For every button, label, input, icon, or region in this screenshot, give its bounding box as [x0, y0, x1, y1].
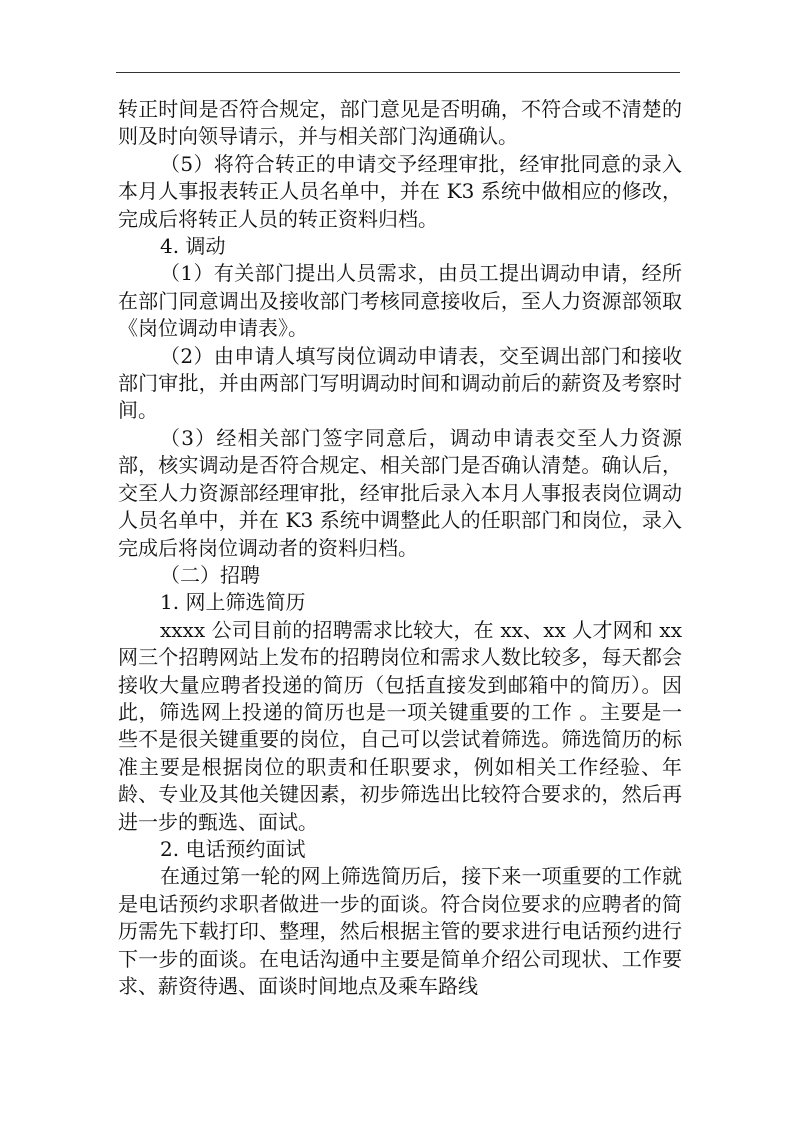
paragraph-phone-interview: 在通过第一轮的网上筛选简历后，接下来一项重要的工作就是电话预约求职者做进一步的面谈。符合岗位要求的应聘者的简历需先下载打印、整理，然后根据主管的要求进行电话预约进行下一步的面谈。在电话沟通中主要是简单介绍公司现状、工作要求、薪资待遇、面谈时间地点及乘车路线 — [118, 864, 682, 998]
heading-phone-interview: 2. 电话预约面试 — [160, 836, 306, 861]
header-rule — [116, 72, 680, 73]
paragraph-transfer-step-3: （3）经相关部门签字同意后，调动申请表交至人力资源部，核实调动是否符合规定、相关部门是否确认清楚。确认后，交至人力资源部经理审批，经审批后录入本月人事报表岗位调动人员名单中，并在 K3 系统中调整此人的任职部门和岗位，录入完成后将岗位调动者的资料归档。 — [118, 425, 682, 560]
paragraph-continued: 转正时间是否符合规定，部门意见是否明确，不符合或不清楚的则及时向领导请示，并与相关部门沟通确认。 — [118, 97, 682, 149]
paragraph-step-5: （5）将符合转正的申请交予经理审批，经审批同意的录入本月人事报表转正人员名单中，并在 K3 系统中做相应的修改，完成后将转正人员的转正资料归档。 — [118, 151, 682, 231]
heading-transfer: 4. 调动 — [160, 234, 226, 259]
paragraph-transfer-step-2: （2）由申请人填写岗位调动申请表，交至调出部门和接收部门审批，并由两部门写明调动时间和调动前后的薪资及考察时间。 — [118, 343, 682, 423]
heading-recruitment: （二）招聘 — [160, 562, 260, 587]
paragraph-transfer-step-1: （1）有关部门提出人员需求，由员工提出调动申请，经所在部门同意调出及接收部门考核同意接收后，至人力资源部领取《岗位调动申请表》。 — [118, 261, 682, 341]
heading-online-screening: 1. 网上筛选简历 — [160, 590, 306, 615]
paragraph-online-screening: xxxx 公司目前的招聘需求比较大，在 xx、xx 人才网和 xx 网三个招聘网站上发布的招聘岗位和需求人数比较多，每天都会接收大量应聘者投递的简历（包括直接发到邮箱中的简历）。因此，筛选网上投递的简历也是一项关键重要的工作 。主要是一些不是很关键重要的岗位，自己可以尝试着筛选。筛选简历的标准主要是根据岗位的职责和任职要求，例如相关工作经验、年龄、专业及其他关键因素，初步筛选出比较符合要求的，然后再进一步的甄选、面试。 — [118, 617, 682, 834]
document-body — [118, 96, 682, 1000]
